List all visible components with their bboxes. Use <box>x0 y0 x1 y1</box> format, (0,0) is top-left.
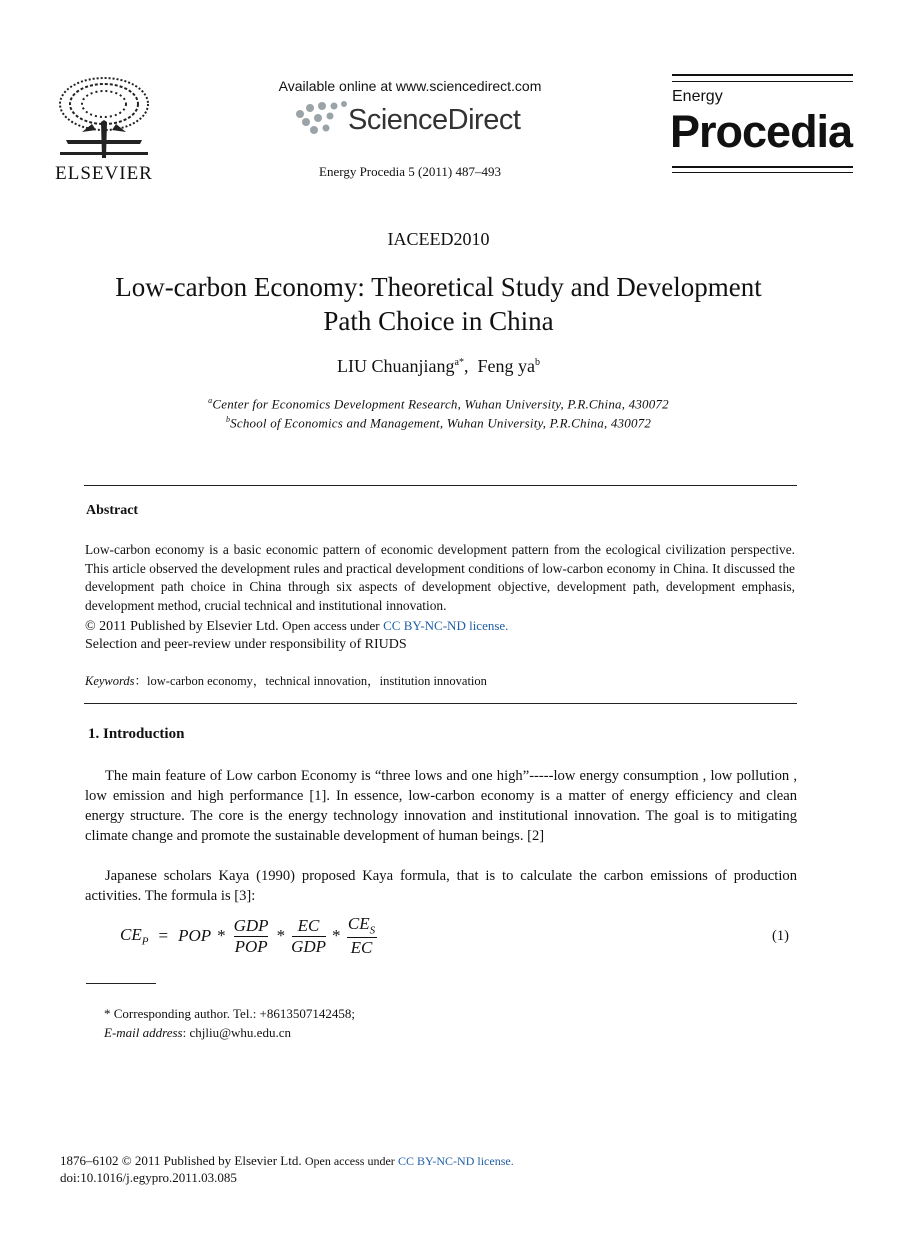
fraction-3-num-text: CE <box>347 914 370 934</box>
kaya-formula <box>120 908 377 964</box>
affiliation-b <box>0 412 877 431</box>
footnote-email-label: E-mail address <box>104 1025 183 1040</box>
paper-title-line-2: Path Choice in China <box>323 306 554 336</box>
abstract-top-rule <box>84 485 797 486</box>
formula-lhs-text: CE <box>120 924 142 944</box>
footer-doi: doi:10.1016/j.egypro.2011.03.085 <box>60 1170 237 1185</box>
fraction-2-den: GDP <box>291 936 327 956</box>
affiliations <box>0 393 877 432</box>
footnote-email-line <box>104 1025 291 1041</box>
author-1: LIU Chuanjiang <box>337 356 455 376</box>
abstract-license-link[interactable]: CC BY-NC-ND license. <box>383 618 509 633</box>
keywords-label: Keywords <box>85 674 135 688</box>
abstract-copyright: © 2011 Published by Elsevier Ltd. <box>85 619 279 634</box>
abstract-open-access: Open access under <box>282 618 380 633</box>
abstract-bottom-rule <box>84 703 797 704</box>
logo-top-rule <box>672 74 853 76</box>
logo-bottom-rule <box>672 166 853 168</box>
formula-times-3: * <box>332 926 341 945</box>
keywords <box>85 671 487 689</box>
fraction-1-den: POP <box>234 936 268 956</box>
energy-procedia-logo <box>672 74 854 178</box>
formula-fraction-3 <box>347 914 377 957</box>
footer-license-link[interactable]: CC BY-NC-ND license. <box>398 1154 514 1168</box>
paper-title <box>40 270 837 338</box>
fraction-3-num-sub: S <box>369 924 376 937</box>
abstract-copyright-line <box>85 618 508 635</box>
formula-eq: = <box>158 926 169 945</box>
logo-journal-big: Procedia <box>670 106 853 157</box>
fraction-2-num: EC <box>297 915 320 935</box>
logo-journal-small: Energy <box>672 88 723 105</box>
affiliation-b-text: School of Economics and Management, Wuhan University, P.R.China, 430072 <box>230 415 652 431</box>
formula-fraction-2 <box>291 916 326 957</box>
footer-open-access: Open access under <box>304 1154 395 1168</box>
paper-title-line-1: Low-carbon Economy: Theoretical Study and Development <box>115 272 762 302</box>
available-online-text: Available online at www.sciencedirect.com <box>278 78 542 94</box>
formula-lhs <box>120 925 148 947</box>
affiliation-a <box>0 393 877 412</box>
formula-number: (1) <box>772 928 789 944</box>
fraction-3-den: EC <box>350 937 373 957</box>
footnote-corresponding: * Corresponding author. Tel.: +8613507142458; <box>104 1006 355 1021</box>
sciencedirect-dots-icon <box>292 100 350 140</box>
logo-bottom-rule-2 <box>672 172 853 173</box>
formula-lhs-sub: P <box>141 935 149 948</box>
footnote-rule <box>86 983 156 984</box>
abstract-heading: Abstract <box>86 503 139 518</box>
author-separator: , <box>463 356 469 376</box>
formula-times-2: * <box>276 926 286 945</box>
formula-fraction-1 <box>232 916 271 957</box>
introduction-para-2: Japanese scholars Kaya (1990) proposed Kaya formula, that is to calculate the carbon emissions of production activities. The formula is [3]: <box>85 868 797 904</box>
footer-issn: 1876–6102 © 2011 Published by Elsevier Ltd. <box>60 1153 302 1168</box>
author-2-sup: b <box>534 357 540 368</box>
affiliation-a-text: Center for Economics Development Research, Wuhan University, P.R.China, 430072 <box>212 396 669 412</box>
formula-pop: POP <box>178 926 212 945</box>
logo-top-rule-2 <box>672 81 853 82</box>
author-1-sup: a* <box>454 357 464 368</box>
keywords-list: ：low-carbon economy，technical innovation，institution innovation <box>134 674 487 688</box>
elsevier-logo <box>52 74 156 184</box>
footnote-email: : chjliu@whu.edu.cn <box>182 1025 291 1040</box>
sciencedirect-wordmark: ScienceDirect <box>348 104 521 136</box>
formula-times-1: * <box>217 926 226 945</box>
abstract-review: Selection and peer-review under responsibility of RIUDS <box>85 637 407 652</box>
footer-issn-line <box>60 1153 514 1169</box>
authors <box>0 356 877 377</box>
abstract-body: Low-carbon economy is a basic economic pattern of economic development pattern from the ecological civilization perspective. This article observed the development rules and practical development conditions of low-carbon economy in China. It discussed the development path choice in China through six aspects of development objective, development path, development emphasis, development method, crucial technical and institutional innovation. <box>85 542 795 613</box>
fraction-1-num: GDP <box>233 915 269 935</box>
elsevier-tree-icon <box>52 74 156 158</box>
affiliation-b-sup: b <box>225 415 231 425</box>
author-2: Feng ya <box>477 356 535 376</box>
affiliation-a-sup: a <box>208 396 213 405</box>
journal-citation: Energy Procedia 5 (2011) 487–493 <box>319 164 501 179</box>
fraction-3-num <box>348 914 375 936</box>
sciencedirect-logo <box>292 100 532 142</box>
conference-name: IACEED2010 <box>387 229 490 249</box>
introduction-heading: 1. Introduction <box>88 726 185 742</box>
introduction-para-1: The main feature of Low carbon Economy is “three lows and one high”-----low energy consumption , low pollution , low emission and high performance [1]. In essence, low-carbon economy is a matter of energy efficiency and clean energy structure. The core is the energy technology innovation and institutional innovation. The goal is to mitigating climate change and promote the sustainable development of human beings. [2] <box>85 768 797 844</box>
elsevier-wordmark: ELSEVIER <box>55 163 153 184</box>
